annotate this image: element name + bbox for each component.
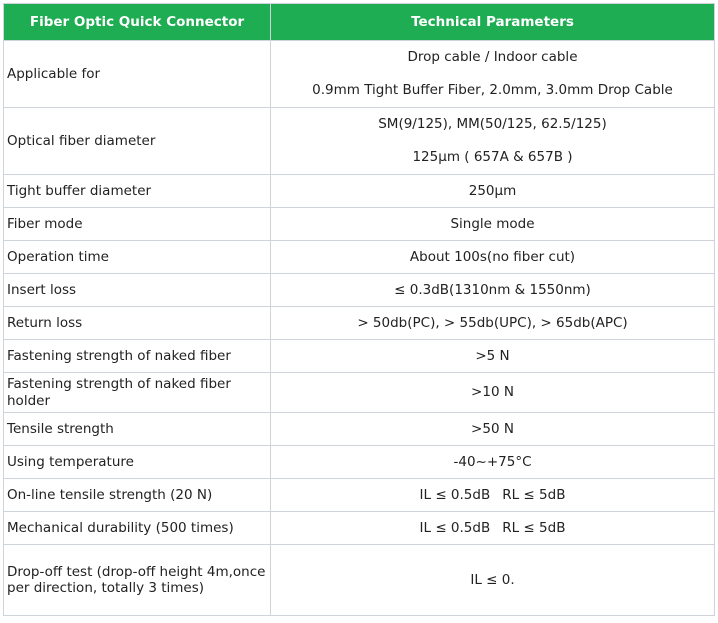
param-return-loss: Return loss (4, 307, 271, 340)
table-row (4, 373, 715, 413)
value-fiber-mode: Single mode (271, 208, 715, 241)
param-tight-buffer-diameter: Tight buffer diameter (4, 175, 271, 208)
value-line: 125μm ( 657A & 657B ) (412, 149, 573, 165)
value-insert-loss: ≤ 0.3dB(1310nm & 1550nm) (271, 274, 715, 307)
value-tensile-strength: >50 N (271, 413, 715, 446)
table-row (4, 208, 715, 241)
table-header-row (4, 4, 715, 41)
header-parameters: Technical Parameters (271, 4, 715, 41)
table-row (4, 108, 715, 175)
spec-table (3, 3, 715, 616)
table-row (4, 413, 715, 446)
value-applicable-for (271, 41, 715, 108)
header-connector: Fiber Optic Quick Connector (4, 4, 271, 41)
param-online-tensile-strength: On-line tensile strength (20 N) (4, 479, 271, 512)
value-fastening-naked-fiber-holder: >10 N (271, 373, 715, 413)
param-fastening-naked-fiber-holder: Fastening strength of naked fiber holder (4, 373, 271, 413)
value-line: 0.9mm Tight Buffer Fiber, 2.0mm, 3.0mm Drop Cable (312, 82, 673, 98)
table-row (4, 274, 715, 307)
value-line: SM(9/125), MM(50/125, 62.5/125) (378, 116, 607, 132)
value-line: Drop cable / Indoor cable (407, 49, 578, 65)
table-row (4, 479, 715, 512)
param-mechanical-durability: Mechanical durability (500 times) (4, 512, 271, 545)
param-drop-off-test: Drop-off test (drop-off height 4m,once per direction, totally 3 times) (4, 545, 271, 616)
value-operation-time: About 100s(no fiber cut) (271, 241, 715, 274)
table-row (4, 241, 715, 274)
param-operation-time: Operation time (4, 241, 271, 274)
value-using-temperature: -40~+75°C (271, 446, 715, 479)
value-mechanical-durability (271, 512, 715, 545)
param-insert-loss: Insert loss (4, 274, 271, 307)
value-online-tensile-strength (271, 479, 715, 512)
il-value: IL ≤ 0.5dB (419, 519, 491, 536)
value-drop-off-test: IL ≤ 0. (271, 545, 715, 616)
value-tight-buffer-diameter: 250μm (271, 175, 715, 208)
table-row (4, 545, 715, 616)
table-row (4, 307, 715, 340)
table-row (4, 512, 715, 545)
param-using-temperature: Using temperature (4, 446, 271, 479)
param-tensile-strength: Tensile strength (4, 413, 271, 446)
il-value: IL ≤ 0.5dB (419, 486, 491, 503)
param-fiber-mode: Fiber mode (4, 208, 271, 241)
param-applicable-for: Applicable for (4, 41, 271, 108)
table-row (4, 41, 715, 108)
value-return-loss: > 50db(PC), > 55db(UPC), > 65db(APC) (271, 307, 715, 340)
rl-value: RL ≤ 5dB (502, 486, 566, 503)
value-fastening-naked-fiber: >5 N (271, 340, 715, 373)
table-row (4, 175, 715, 208)
table-row (4, 340, 715, 373)
table-row (4, 446, 715, 479)
param-fastening-naked-fiber: Fastening strength of naked fiber (4, 340, 271, 373)
value-optical-fiber-diameter (271, 108, 715, 175)
rl-value: RL ≤ 5dB (502, 519, 566, 536)
param-optical-fiber-diameter: Optical fiber diameter (4, 108, 271, 175)
